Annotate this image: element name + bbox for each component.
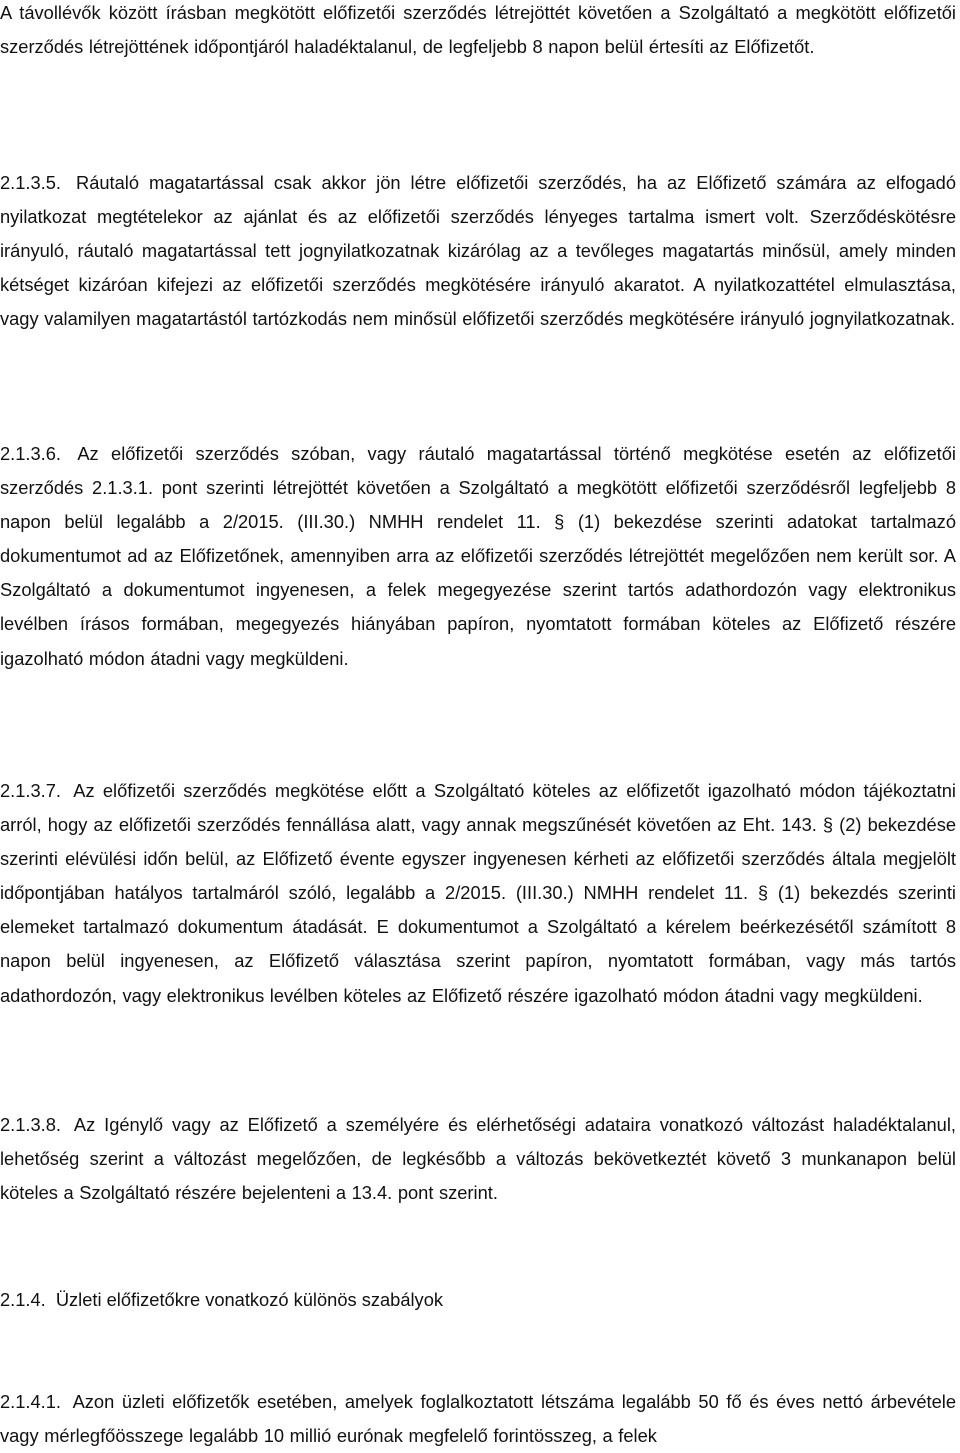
paragraph-2-1-4-1 [0,1385,956,1453]
section-heading [0,1283,443,1317]
paragraph-text: A távollévők között írásban megkötött előfizetői szerződés létrejöttét követően a Szolgáltató a megkötött előfizetői szerződés létrejöttének időpontjáról haladéktalanul, de legfeljebb 8 napon belül értesíti az Előfizetőt. [0,2,956,58]
paragraph-intro [0,0,956,64]
paragraph-number: 2.1.3.8. [0,1114,61,1135]
paragraph-2-1-3-7 [0,774,956,1013]
paragraph-text: Ráutaló magatartással csak akkor jön létre előfizetői szerződés, ha az Előfizető számára az elfogadó nyilatkozat megtételekor az ajánlat és az előfizetői szerződés lényeges tartalma ismert volt. Szerződéskötésre irányuló, ráutaló magatartással tett jognyilatkozatnak kizárólag az a tevőleges magatartás minősül, amely minden kétséget kizáróan kifejezi az előfizetői szerződés megkötésére irányuló akaratot. A nyilatkozattétel elmulasztása, vagy valamilyen magatartástól tartózkodás nem minősül előfizetői szerződés megkötésére irányuló jognyilatkozatnak. [0,172,956,330]
paragraph-number: 2.1.4.1. [0,1391,61,1412]
paragraph-text: Azon üzleti előfizetők esetében, amelyek foglalkoztatott létszáma legalább 50 fő és éves nettó árbevétele vagy mérlegfőösszege legalább 10 millió eurónak megfelelő forintösszeg, a felek [0,1391,956,1447]
paragraph-number: 2.1.3.5. [0,172,61,193]
paragraph-text: Az Igénylő vagy az Előfizető a személyére és elérhetőségi adataira vonatkozó változást haladéktalanul, lehetőség szerint a változást megelőzően, de legkésőbb a változás bekövetkeztét követő 3 munkanapon belül köteles a Szolgáltató részére bejelenteni a 13.4. pont szerint. [0,1114,956,1204]
paragraph-text: Az előfizetői szerződés szóban, vagy ráutaló magatartással történő megkötése esetén az előfizetői szerződés 2.1.3.1. pont szerinti létrejöttét követően a Szolgáltató a megkötött előfizetői szerződésről legfeljebb 8 napon belül legalább a 2/2015. (III.30.) NMHH rendelet 11. § (1) bekezdése szerinti adatokat tartalmazó dokumentumot ad az Előfizetőnek, amennyiben arra az előfizetői szerződés létrejöttét megelőzően nem került sor. A Szolgáltató a dokumentumot ingyenesen, a felek megegyezése szerint tartós adathordozón vagy elektronikus levélben írásos formában, megegyezés hiányában papíron, nyomtatott formában köteles az Előfizető részére igazolható módon átadni vagy megküldeni. [0,443,956,669]
paragraph-number: 2.1.3.6. [0,443,61,464]
paragraph-number: 2.1.3.7. [0,780,61,801]
paragraph-text: Az előfizetői szerződés megkötése előtt a Szolgáltató köteles az előfizetőt igazolható módon tájékoztatni arról, hogy az előfizetői szerződés fennállása alatt, vagy annak megszűnését követően az Eht. 143. § (2) bekezdése szerinti elévülési időn belül, az Előfizető évente egyszer ingyenesen kérheti az előfizetői szerződés általa megjelölt időpontjában hatályos tartalmáról szóló, legalább a 2/2015. (III.30.) NMHH rendelet 11. § (1) bekezdés szerinti elemeket tartalmazó dokumentum átadását. E dokumentumot a Szolgáltató a kérelem beérkezésétől számított 8 napon belül ingyenesen, az Előfizető választása szerint papíron, nyomtatott formában, vagy más tartós adathordozón, vagy elektronikus levélben köteles az Előfizető részére igazolható módon átadni vagy megküldeni. [0,780,956,1006]
paragraph-2-1-3-6 [0,437,956,676]
paragraph-2-1-3-5 [0,166,956,336]
section-number: 2.1.4. [0,1289,46,1310]
paragraph-2-1-3-8 [0,1108,956,1210]
section-title: Üzleti előfizetőkre vonatkozó különös szabályok [55,1289,443,1310]
